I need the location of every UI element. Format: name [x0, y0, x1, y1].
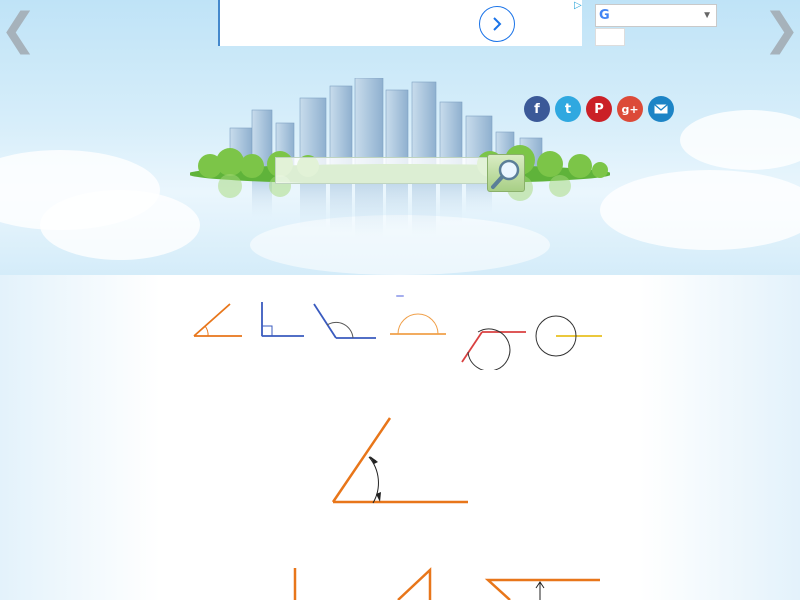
google-icon: G [599, 8, 610, 23]
email-icon[interactable] [648, 96, 674, 122]
example-angle-2 [398, 570, 430, 600]
acute-angle-examples [0, 560, 800, 600]
prev-page-link[interactable] [0, 4, 41, 55]
magnifier-icon [488, 155, 526, 193]
language-selector[interactable] [595, 4, 717, 27]
google-plus-share-button[interactable] [595, 28, 625, 46]
ad-arrow-button[interactable] [479, 6, 515, 42]
ad-info-icon[interactable]: ▷ [574, 0, 582, 11]
pinterest-icon[interactable]: P [586, 96, 612, 122]
social-links [516, 96, 674, 122]
intro-text [0, 286, 800, 300]
ad-banner[interactable] [218, 0, 582, 46]
mathsisfun-logo[interactable] [116, 2, 198, 52]
ad-info-controls[interactable] [574, 0, 582, 11]
acute-angle-diagram [320, 412, 480, 512]
angle-type-reflex [462, 329, 526, 370]
google-plus-icon[interactable]: g+ [617, 96, 643, 122]
facebook-icon[interactable]: f [524, 96, 550, 122]
search-input[interactable] [275, 157, 488, 184]
example-angle-3 [488, 580, 600, 600]
chevron-right-icon: ❯ [763, 4, 800, 55]
envelope-glyph [654, 104, 668, 114]
angles-link[interactable] [396, 295, 404, 297]
angle-type-full-rotation [536, 316, 602, 356]
angle-type-straight [390, 314, 446, 334]
search-button[interactable] [487, 154, 525, 192]
dropdown-arrow-icon: ▼ [702, 10, 712, 21]
next-page-link[interactable] [759, 4, 800, 55]
angle-type-right [262, 302, 304, 336]
angle-type-obtuse [314, 304, 376, 338]
angle-type-acute [194, 304, 242, 336]
twitter-icon[interactable]: t [555, 96, 581, 122]
angle-types-diagram [186, 300, 606, 370]
chevron-right-icon [489, 16, 505, 32]
chevron-left-icon: ❮ [0, 4, 37, 55]
